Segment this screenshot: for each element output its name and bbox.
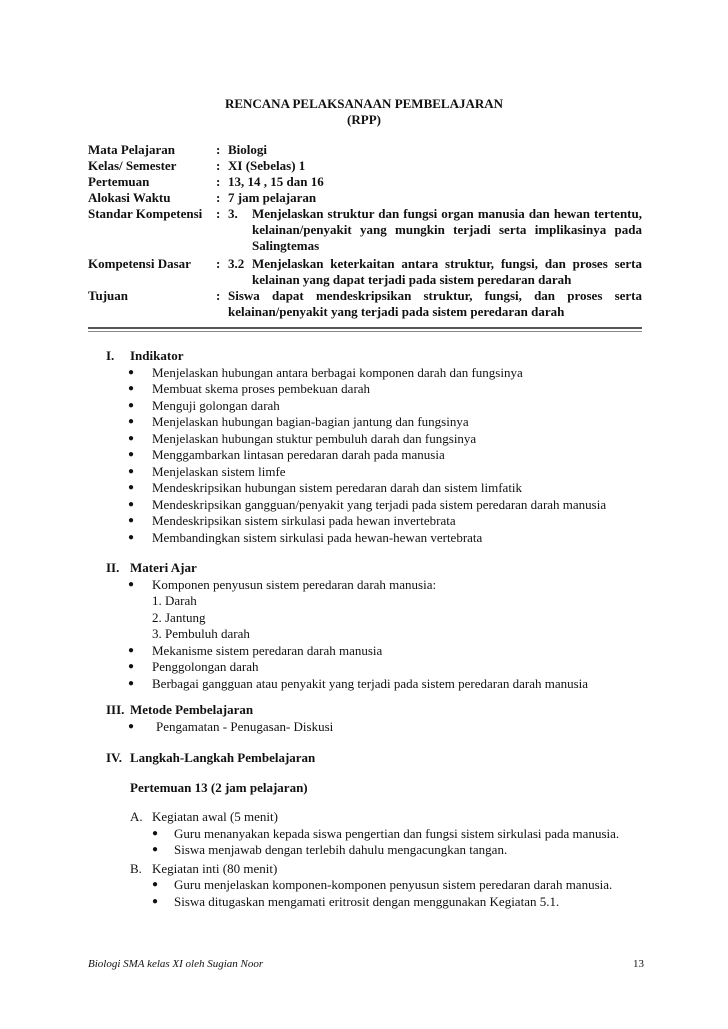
colon: : — [216, 142, 221, 157]
section-indikator — [106, 348, 646, 546]
pertemuan-heading: Pertemuan 13 (2 jam pelajaran) — [130, 779, 308, 795]
metode-list — [106, 719, 646, 736]
list-item: ● Penggolongan darah — [106, 659, 646, 676]
info-value: Menjelaskan keterkaitan antara struktur, fungsi, dan proses serta kelainan yang dapat terjadi pada sistem peredaran darah — [252, 256, 642, 287]
list-item: ● Menjelaskan hubungan antara berbagai komponen darah dan fungsinya — [106, 365, 646, 382]
alpha-label: A. — [130, 809, 143, 824]
list-item: ● Membuat skema proses pembekuan darah — [106, 381, 646, 398]
colon: : — [216, 158, 221, 173]
section-number: III. — [106, 702, 125, 717]
section-title: Langkah-Langkah Pembelajaran — [130, 750, 316, 765]
kegiatan-title: Kegiatan inti (80 menit) — [152, 860, 278, 876]
page-footer — [88, 958, 644, 970]
divider — [88, 331, 642, 332]
divider — [88, 327, 642, 329]
numbered-item: 1. Darah — [152, 593, 197, 608]
info-row — [88, 142, 642, 158]
subtitle-text: (RPP) — [347, 112, 381, 127]
document-subtitle — [0, 112, 728, 128]
section-langkah — [106, 750, 646, 910]
list-item: ● Menggambarkan lintasan peredaran darah pada manusia — [106, 447, 646, 464]
section-metode — [106, 702, 646, 735]
kompetensi-dasar-row — [88, 256, 642, 288]
kd-number: 3.2 — [228, 256, 245, 271]
info-label: Pertemuan — [88, 174, 150, 189]
list-item: ● Menguji golongan darah — [106, 398, 646, 415]
info-value: 13, 14 , 15 dan 16 — [228, 174, 324, 189]
list-item: ● Menjelaskan hubungan bagian-bagian jantung dan fungsinya — [106, 414, 646, 431]
info-value: XI (Sebelas) 1 — [228, 158, 306, 173]
alpha-label: B. — [130, 860, 142, 876]
section-title: Materi Ajar — [130, 560, 197, 575]
section-materi — [106, 560, 646, 692]
materi-sublist — [106, 593, 646, 643]
colon: : — [216, 288, 221, 303]
footer-text: Biologi SMA kelas XI oleh Sugian Noor — [88, 958, 264, 970]
info-row — [88, 190, 642, 206]
colon: : — [216, 256, 221, 271]
tujuan-row — [88, 288, 642, 320]
colon: : — [216, 206, 221, 221]
document-title — [0, 96, 728, 112]
numbered-item: 3. Pembuluh darah — [152, 626, 250, 641]
info-label: Alokasi Waktu — [88, 190, 171, 205]
indikator-list — [106, 365, 646, 547]
info-label: Standar Kompetensi — [88, 206, 203, 221]
section-heading — [106, 348, 646, 365]
info-label: Tujuan — [88, 288, 128, 303]
info-label: Kompetensi Dasar — [88, 256, 191, 271]
list-item: ● Menjelaskan hubungan stuktur pembuluh darah dan fungsinya — [106, 431, 646, 448]
kegiatan-awal — [106, 809, 646, 826]
section-title: Indikator — [130, 348, 184, 363]
info-row — [88, 174, 642, 190]
info-value: 7 jam pelajaran — [228, 190, 317, 205]
info-row — [88, 158, 642, 174]
info-block — [88, 142, 642, 320]
list-item: ● Mendeskripsikan sistem sirkulasi pada hewan invertebrata — [106, 513, 646, 530]
list-item: ● Mendeskripsikan gangguan/penyakit yang terjadi pada sistem peredaran darah manusia — [106, 497, 646, 514]
list-item: ● Membandingkan sistem sirkulasi pada hewan-hewan vertebrata — [106, 530, 646, 547]
section-heading — [106, 750, 646, 767]
section-number: IV. — [106, 750, 123, 765]
list-item: ● Siswa ditugaskan mengamati eritrosit dengan menggunakan Kegiatan 5.1. — [106, 894, 646, 911]
numbered-item: 2. Jantung — [152, 609, 206, 625]
colon: : — [216, 174, 221, 189]
list-item: ● Guru menjelaskan komponen-komponen penyusun sistem peredaran darah manusia. — [106, 877, 646, 894]
title-text: RENCANA PELAKSANAAN PEMBELAJARAN — [224, 96, 504, 111]
section-title: Metode Pembelajaran — [130, 702, 254, 717]
section-number: I. — [106, 348, 115, 363]
colon: : — [216, 190, 221, 205]
info-label: Kelas/ Semester — [88, 158, 177, 173]
info-value: Biologi — [228, 142, 268, 157]
kegiatan-awal-list — [106, 826, 646, 859]
info-value: Siswa dapat mendeskripsikan struktur, fungsi, dan proses serta kelainan/penyakit yang terjadi pada sistem peredaran darah — [228, 288, 642, 319]
kegiatan-inti-list — [106, 877, 646, 910]
info-value: Menjelaskan struktur dan fungsi organ manusia dan hewan tertentu, kelainan/penyakit yang mungkin terjadi serta implikasinya pada Salingtemas — [252, 206, 642, 253]
section-number: II. — [106, 560, 120, 575]
list-item: ● Siswa menjawab dengan terlebih dahulu mengacungkan tangan. — [106, 842, 646, 859]
standar-kompetensi-row — [88, 206, 642, 254]
section-heading — [106, 560, 646, 577]
list-item: ● Mekanisme sistem peredaran darah manusia — [106, 643, 646, 660]
info-label: Mata Pelajaran — [88, 142, 176, 157]
list-item: ● Berbagai gangguan atau penyakit yang terjadi pada sistem peredaran darah manusia — [106, 676, 646, 693]
list-item: ● Komponen penyusun sistem peredaran darah manusia: — [106, 577, 646, 594]
materi-list — [106, 577, 646, 594]
sk-number: 3. — [228, 206, 238, 221]
kegiatan-inti — [106, 861, 646, 878]
kegiatan-title: Kegiatan awal (5 menit) — [152, 809, 278, 824]
list-item: ● Guru menanyakan kepada siswa pengertian dan fungsi sistem sirkulasi pada manusia. — [106, 826, 646, 843]
list-item: ● Pengamatan - Penugasan- Diskusi — [106, 719, 646, 736]
page-number: 13 — [633, 958, 644, 970]
materi-list-rest — [106, 643, 646, 693]
list-item: ● Menjelaskan sistem limfe — [106, 464, 646, 481]
section-heading — [106, 702, 646, 719]
list-item: ● Mendeskripsikan hubungan sistem peredaran darah dan sistem limfatik — [106, 480, 646, 497]
